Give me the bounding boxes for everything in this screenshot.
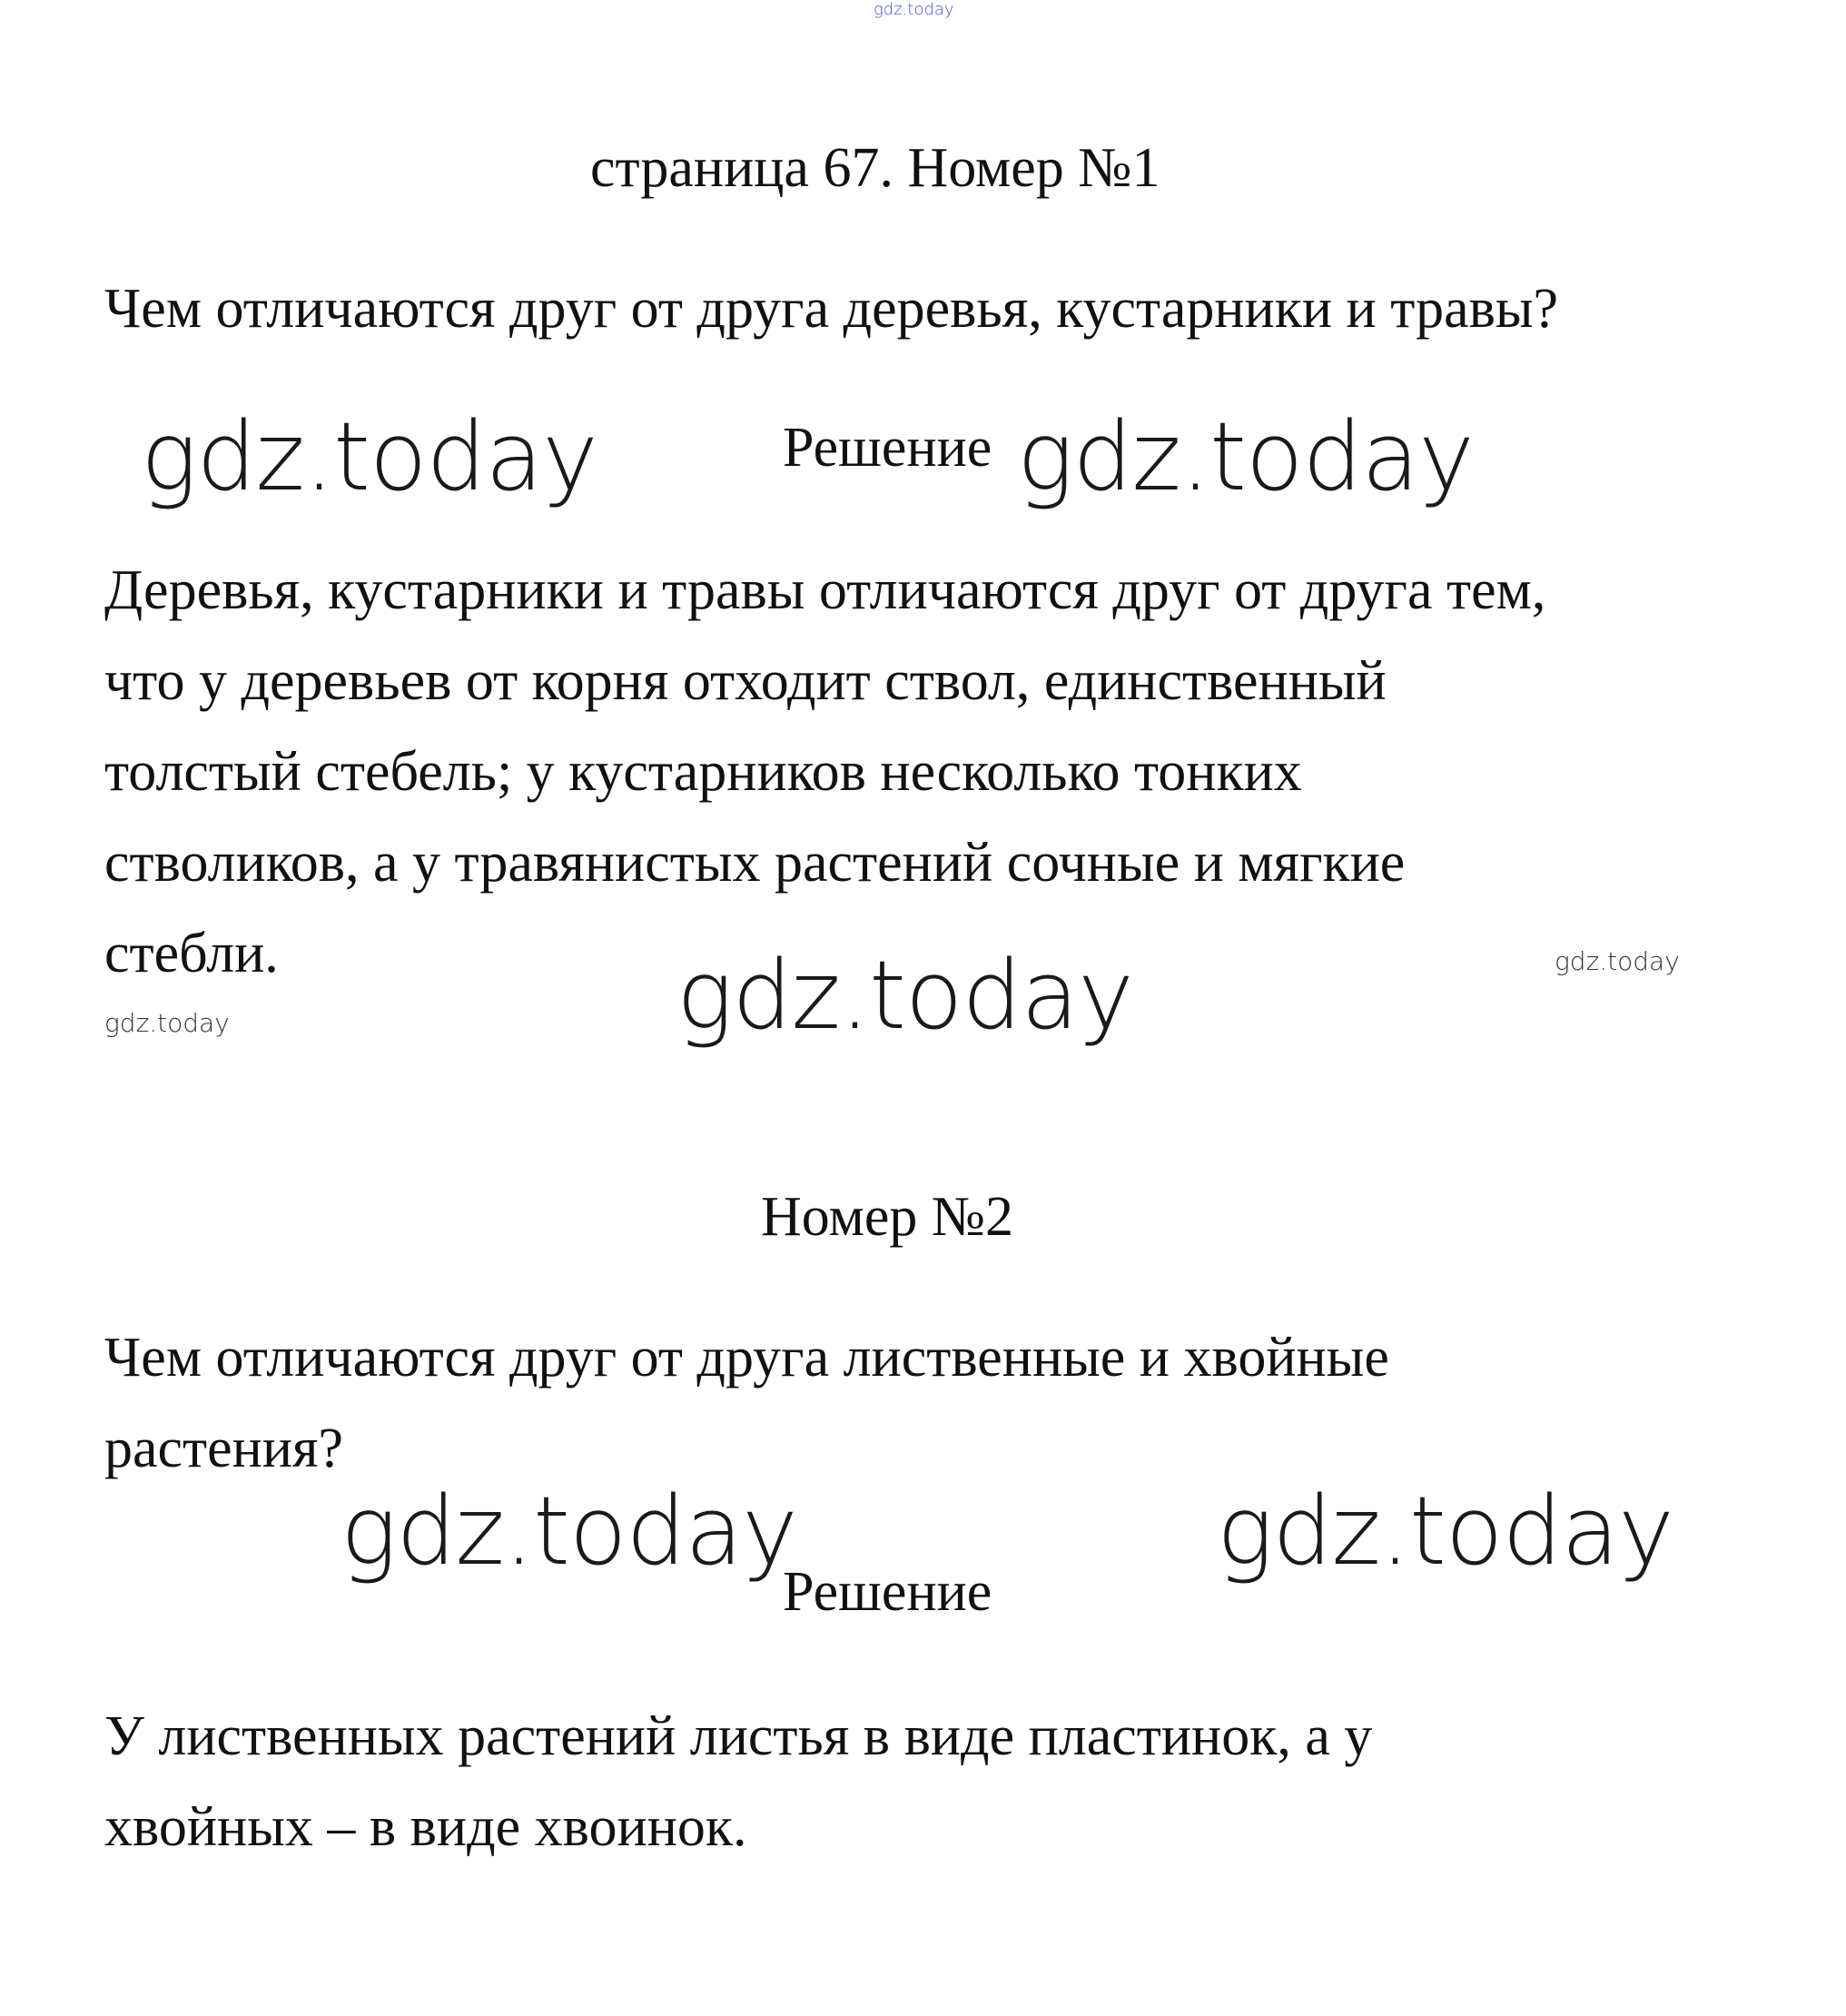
section2-heading: Номер №2 [761,1186,1014,1248]
section1-answer [104,545,1739,999]
watermark-large-5: gdz.today [1217,1476,1673,1586]
watermark-top: gdz.today [874,0,954,19]
question-line: Чем отличаются друг от друга лиственные и хвойные [104,1327,1389,1388]
watermark-large-2: gdz.today [1017,401,1474,512]
answer-line: толстый стебель; у кустарников несколько тонких [104,741,1302,803]
answer-line: У лиственных растений листья в виде пластинок, а у [104,1705,1373,1767]
watermark-small-right: gdz.today [1555,946,1680,976]
section1-question: Чем отличаются друг от друга деревья, кустарники и травы? [104,278,1559,340]
answer-line: стволиков, а у травянистых растений сочные и мягкие [104,832,1406,894]
answer-line: хвойных – в виде хвоинок. [104,1796,747,1858]
question-line: растения? [104,1418,344,1479]
answer-line: Деревья, кустарники и травы отличаются друг от друга тем, [104,559,1546,621]
watermark-large-3: gdz.today [676,940,1133,1051]
answer-line: стебли. [104,923,279,984]
answer-line: что у деревьев от корня отходит ствол, единственный [104,650,1387,712]
watermark-large-1: gdz.today [141,401,597,512]
watermark-large-4: gdz.today [341,1476,797,1586]
section2-answer [104,1691,1739,1873]
section2-question [104,1312,1739,1494]
section1-heading: страница 67. Номер №1 [590,137,1160,199]
section1-solution-label: Решение [783,417,992,479]
watermark-small-left: gdz.today [104,1008,230,1038]
section2-solution-label: Решение [783,1561,992,1623]
